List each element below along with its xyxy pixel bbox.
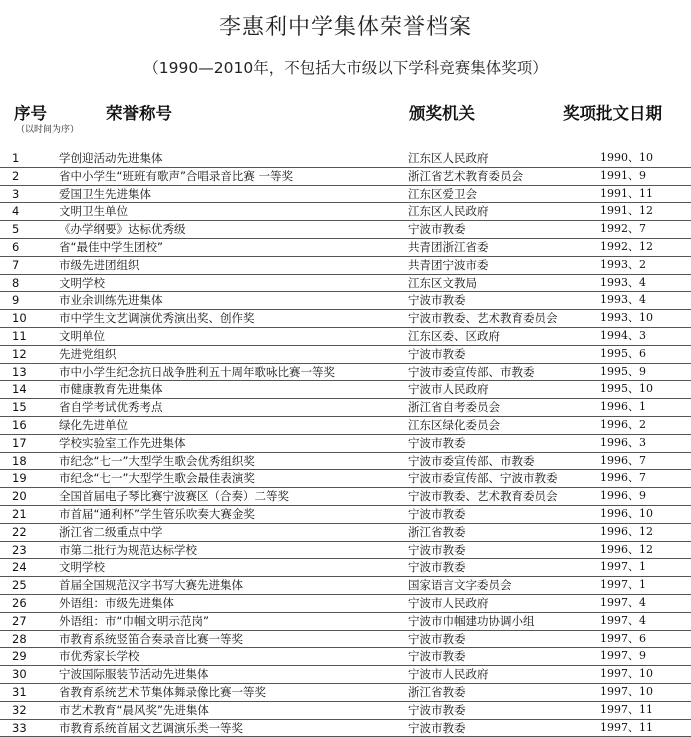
row-issuer: 共青团宁波市委 xyxy=(408,257,489,273)
row-issuer: 浙江省艺术教育委员会 xyxy=(408,168,523,184)
table-row xyxy=(0,595,691,613)
row-date: 1997、11 xyxy=(600,720,653,736)
row-honor-name: 文明卫生单位 xyxy=(59,203,128,219)
row-honor-name: 文明学校 xyxy=(59,559,105,575)
table-row xyxy=(0,631,691,649)
table-row xyxy=(0,524,691,542)
row-issuer: 江东区人民政府 xyxy=(408,203,489,219)
row-index: 15 xyxy=(12,399,42,415)
table-row xyxy=(0,417,691,435)
row-issuer: 宁波市教委 xyxy=(408,720,466,736)
row-index: 3 xyxy=(12,186,42,202)
row-honor-name: 绿化先进单位 xyxy=(59,417,128,433)
row-honor-name: 省中小学生“班班有歌声”合唱录音比赛 一等奖 xyxy=(59,168,293,184)
table-row xyxy=(0,292,691,310)
row-issuer: 宁波市教委 xyxy=(408,506,466,522)
row-issuer: 浙江省教委 xyxy=(408,684,466,700)
row-issuer: 宁波市教委 xyxy=(408,292,466,308)
row-index: 25 xyxy=(12,577,42,593)
row-index: 1 xyxy=(12,150,42,166)
row-index: 4 xyxy=(12,203,42,219)
table-row xyxy=(0,542,691,560)
row-index: 20 xyxy=(12,488,42,504)
row-date: 1992、12 xyxy=(600,239,653,255)
row-issuer: 宁波市巾帼建功协调小组 xyxy=(408,613,535,629)
row-issuer: 宁波市教委 xyxy=(408,648,466,664)
row-honor-name: 学校实验室工作先进集体 xyxy=(59,435,186,451)
table-header xyxy=(0,100,691,140)
row-index: 22 xyxy=(12,524,42,540)
row-issuer: 宁波市教委 xyxy=(408,221,466,237)
row-issuer: 江东区爱卫会 xyxy=(408,186,477,202)
row-index: 18 xyxy=(12,453,42,469)
row-issuer: 宁波市教委 xyxy=(408,702,466,718)
row-issuer: 宁波市委宣传部、市教委 xyxy=(408,453,535,469)
row-index: 19 xyxy=(12,470,42,486)
table-row xyxy=(0,470,691,488)
table-row xyxy=(0,435,691,453)
row-date: 1996、7 xyxy=(600,453,646,469)
row-honor-name: 浙江省二级重点中学 xyxy=(59,524,163,540)
row-issuer: 宁波市教委、艺术教育委员会 xyxy=(408,310,558,326)
row-issuer: 共青团浙江省委 xyxy=(408,239,489,255)
row-index: 23 xyxy=(12,542,42,558)
row-index: 8 xyxy=(12,275,42,291)
row-date: 1997、1 xyxy=(600,559,646,575)
row-honor-name: 市首届“通利杯”学生管乐吹奏大赛金奖 xyxy=(59,506,255,522)
row-date: 1993、4 xyxy=(600,292,646,308)
row-honor-name: 《办学纲要》达标优秀级 xyxy=(59,221,186,237)
table-row xyxy=(0,221,691,239)
row-issuer: 宁波市教委 xyxy=(408,542,466,558)
row-issuer: 江东区文教局 xyxy=(408,275,477,291)
row-honor-name: 市优秀家长学校 xyxy=(59,648,140,664)
row-date: 1997、6 xyxy=(600,631,646,647)
table-row xyxy=(0,488,691,506)
header-date: 奖项批文日期 xyxy=(563,100,662,124)
row-honor-name: 市教育系统首届文艺调演乐类一等奖 xyxy=(59,720,243,736)
row-issuer: 浙江省自考委员会 xyxy=(408,399,500,415)
table-row xyxy=(0,257,691,275)
row-date: 1997、11 xyxy=(600,702,653,718)
table-row xyxy=(0,168,691,186)
table-row xyxy=(0,559,691,577)
row-honor-name: 市业余训练先进集体 xyxy=(59,292,163,308)
document-subtitle: （1990—2010年，不包括大市级以下学科竞赛集体奖项） xyxy=(0,56,691,78)
row-issuer: 宁波市教委、艺术教育委员会 xyxy=(408,488,558,504)
row-honor-name: 市中学生文艺调演优秀演出奖、创作奖 xyxy=(59,310,255,326)
row-index: 30 xyxy=(12,666,42,682)
row-date: 1995、9 xyxy=(600,364,646,380)
row-honor-name: 市第二批行为规范达标学校 xyxy=(59,542,197,558)
row-index: 6 xyxy=(12,239,42,255)
row-date: 1996、10 xyxy=(600,506,653,522)
row-date: 1993、10 xyxy=(600,310,653,326)
row-issuer: 宁波市人民政府 xyxy=(408,666,489,682)
table-row xyxy=(0,684,691,702)
header-name: 荣誉称号 xyxy=(106,100,172,124)
row-date: 1991、12 xyxy=(600,203,653,219)
row-date: 1997、4 xyxy=(600,595,646,611)
row-index: 9 xyxy=(12,292,42,308)
row-index: 27 xyxy=(12,613,42,629)
row-index: 13 xyxy=(12,364,42,380)
row-date: 1993、2 xyxy=(600,257,646,273)
table-row xyxy=(0,275,691,293)
row-index: 11 xyxy=(12,328,42,344)
row-index: 21 xyxy=(12,506,42,522)
table-row xyxy=(0,328,691,346)
row-honor-name: 爱国卫生先进集体 xyxy=(59,186,151,202)
row-index: 14 xyxy=(12,381,42,397)
row-honor-name: 文明学校 xyxy=(59,275,105,291)
row-index: 5 xyxy=(12,221,42,237)
row-honor-name: 市中小学生纪念抗日战争胜利五十周年歌咏比赛一等奖 xyxy=(59,364,335,380)
header-seq: 序号 xyxy=(14,100,47,124)
row-index: 32 xyxy=(12,702,42,718)
row-issuer: 江东区绿化委员会 xyxy=(408,417,500,433)
row-honor-name: 学创迎活动先进集体 xyxy=(59,150,163,166)
row-index: 33 xyxy=(12,720,42,736)
row-issuer: 宁波市委宣传部、市教委 xyxy=(408,364,535,380)
row-honor-name: 文明单位 xyxy=(59,328,105,344)
row-index: 29 xyxy=(12,648,42,664)
row-date: 1997、1 xyxy=(600,577,646,593)
row-date: 1991、11 xyxy=(600,186,653,202)
row-honor-name: 省自学考试优秀考点 xyxy=(59,399,163,415)
row-date: 1997、9 xyxy=(600,648,646,664)
row-date: 1995、6 xyxy=(600,346,646,362)
table-row xyxy=(0,381,691,399)
row-issuer: 宁波市人民政府 xyxy=(408,381,489,397)
row-honor-name: 市级先进团组织 xyxy=(59,257,140,273)
row-issuer: 浙江省教委 xyxy=(408,524,466,540)
document-title: 李惠利中学集体荣誉档案 xyxy=(0,10,691,41)
table-row xyxy=(0,346,691,364)
row-issuer: 江东区委、区政府 xyxy=(408,328,500,344)
row-date: 1995、10 xyxy=(600,381,653,397)
header-seq-note: （以时间为序） xyxy=(16,122,79,135)
row-date: 1996、12 xyxy=(600,542,653,558)
row-issuer: 宁波市委宣传部、宁波市教委 xyxy=(408,470,558,486)
row-date: 1996、2 xyxy=(600,417,646,433)
row-issuer: 宁波市教委 xyxy=(408,346,466,362)
row-honor-name: 省“最佳中学生团校” xyxy=(59,239,163,255)
row-date: 1992、7 xyxy=(600,221,646,237)
table-row xyxy=(0,666,691,684)
table-row xyxy=(0,364,691,382)
row-honor-name: 外语组：市“巾帼文明示范岗” xyxy=(59,613,209,629)
table-row xyxy=(0,203,691,221)
row-issuer: 宁波市人民政府 xyxy=(408,595,489,611)
row-honor-name: 宁波国际服装节活动先进集体 xyxy=(59,666,209,682)
row-issuer: 宁波市教委 xyxy=(408,631,466,647)
row-date: 1996、1 xyxy=(600,399,646,415)
row-index: 2 xyxy=(12,168,42,184)
table-row xyxy=(0,453,691,471)
row-honor-name: 外语组：市级先进集体 xyxy=(59,595,174,611)
table-row xyxy=(0,577,691,595)
row-date: 1997、10 xyxy=(600,684,653,700)
table-row xyxy=(0,648,691,666)
row-issuer: 宁波市教委 xyxy=(408,559,466,575)
row-honor-name: 省教育系统艺术节集体舞录像比赛一等奖 xyxy=(59,684,266,700)
table-row xyxy=(0,613,691,631)
row-index: 17 xyxy=(12,435,42,451)
row-honor-name: 全国首届电子琴比赛宁波赛区（合奏）二等奖 xyxy=(59,488,289,504)
honor-table xyxy=(0,150,691,737)
row-date: 1996、7 xyxy=(600,470,646,486)
row-index: 24 xyxy=(12,559,42,575)
row-honor-name: 市纪念“七一”大型学生歌会优秀组织奖 xyxy=(59,453,255,469)
table-row xyxy=(0,506,691,524)
row-issuer: 国家语言文字委员会 xyxy=(408,577,512,593)
row-date: 1990、10 xyxy=(600,150,653,166)
row-honor-name: 市健康教育先进集体 xyxy=(59,381,163,397)
table-row xyxy=(0,310,691,328)
row-honor-name: 市纪念“七一”大型学生歌会最佳表演奖 xyxy=(59,470,255,486)
row-index: 10 xyxy=(12,310,42,326)
table-row xyxy=(0,239,691,257)
row-index: 7 xyxy=(12,257,42,273)
row-date: 1991、9 xyxy=(600,168,646,184)
row-date: 1997、10 xyxy=(600,666,653,682)
row-issuer: 宁波市教委 xyxy=(408,435,466,451)
table-row xyxy=(0,399,691,417)
row-date: 1994、3 xyxy=(600,328,646,344)
row-date: 1996、9 xyxy=(600,488,646,504)
row-date: 1997、4 xyxy=(600,613,646,629)
row-issuer: 江东区人民政府 xyxy=(408,150,489,166)
header-issuer: 颁奖机关 xyxy=(409,100,475,124)
table-row xyxy=(0,186,691,204)
table-row xyxy=(0,150,691,168)
row-index: 16 xyxy=(12,417,42,433)
row-date: 1996、3 xyxy=(600,435,646,451)
row-honor-name: 先进党组织 xyxy=(59,346,117,362)
row-date: 1996、12 xyxy=(600,524,653,540)
row-index: 12 xyxy=(12,346,42,362)
row-index: 28 xyxy=(12,631,42,647)
row-honor-name: 首届全国规范汉字书写大赛先进集体 xyxy=(59,577,243,593)
table-row xyxy=(0,720,691,737)
row-honor-name: 市教育系统竖笛合奏录音比赛一等奖 xyxy=(59,631,243,647)
row-honor-name: 市艺术教育“晨风奖”先进集体 xyxy=(59,702,209,718)
row-index: 31 xyxy=(12,684,42,700)
row-index: 26 xyxy=(12,595,42,611)
table-row xyxy=(0,702,691,720)
row-date: 1993、4 xyxy=(600,275,646,291)
